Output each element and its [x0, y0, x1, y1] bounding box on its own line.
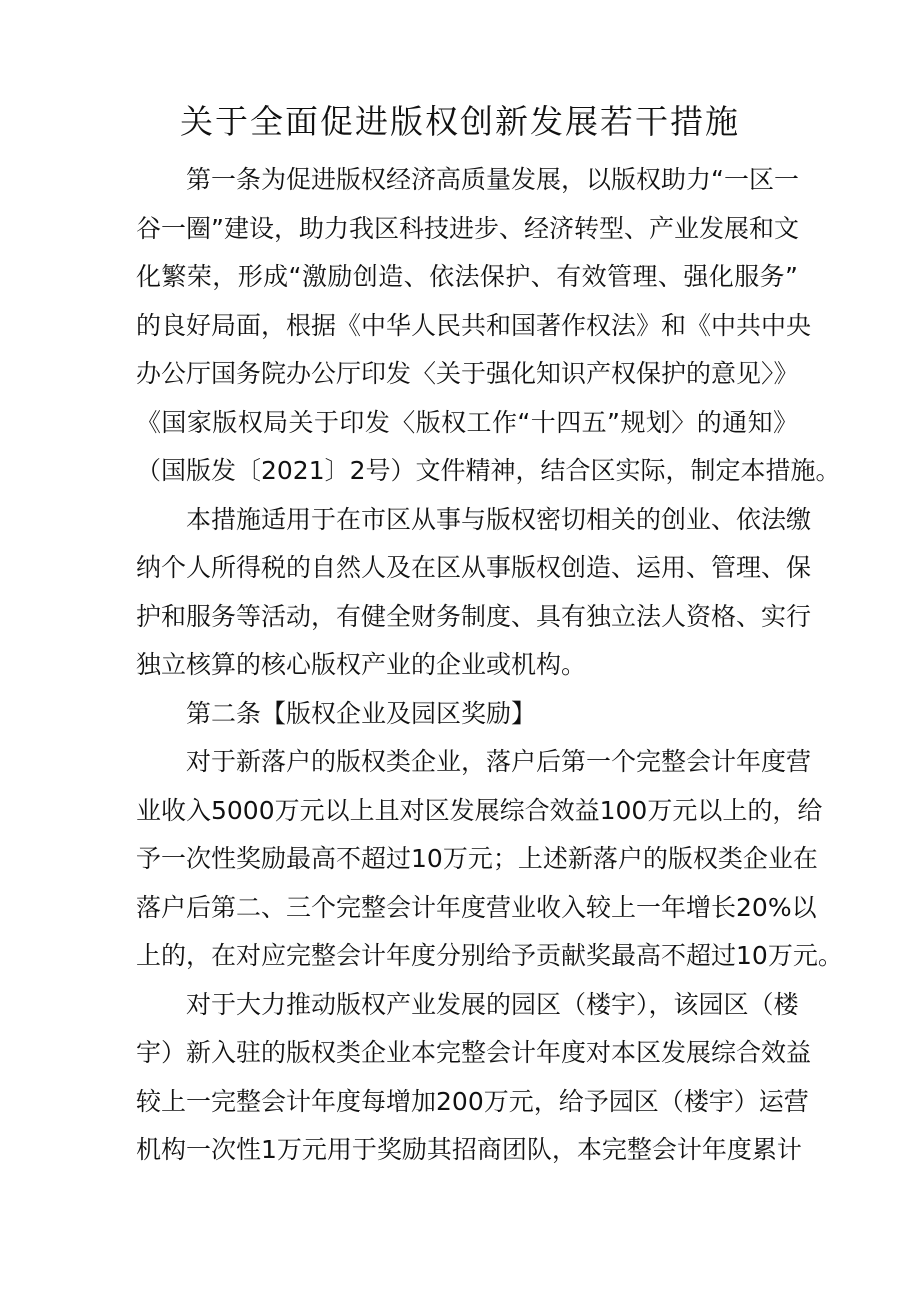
text-line: 机构一次性1万元用于奖励其招商团队，本完整会计年度累计	[136, 1135, 802, 1164]
text-line: 独立核算的核心版权产业的企业或机构。	[136, 650, 587, 679]
text-line: 宇）新入驻的版权类企业本完整会计年度对本区发展综合效益	[136, 1038, 812, 1067]
text-line: 的良好局面，根据《中华人民共和国著作权法》和《中共中央	[136, 310, 812, 340]
text-line: 第一条为促进版权经济高质量发展，以版权助力“一区一	[186, 165, 799, 194]
text-line: 予一次性奖励最高不超过10万元；上述新落户的版权类企业在	[136, 844, 818, 873]
document-body	[136, 156, 843, 1175]
text-line: 纳个人所得税的自然人及在区从事版权创造、运用、管理、保	[136, 553, 812, 582]
text-line: 本措施适用于在市区从事与版权密切相关的创业、依法缴	[186, 504, 812, 534]
text-line: 落户后第二、三个完整会计年度营业收入较上一年增长20%以	[136, 892, 817, 922]
text-line: 《国家版权局关于印发〈版权工作“十四五”规划〉的通知》	[136, 407, 798, 437]
document-title: 关于全面促进版权创新发展若干措施	[180, 102, 740, 141]
text-line: 办公厅国务院办公厅印发〈关于强化知识产权保护的意见〉》	[136, 359, 799, 388]
text-line: 护和服务等活动，有健全财务制度、具有独立法人资格、实行	[136, 601, 812, 631]
text-line: 对于新落户的版权类企业，落户后第一个完整会计年度营	[186, 747, 812, 776]
text-line: 对于大力推动版权产业发展的园区（楼宇），该园区（楼	[186, 989, 799, 1019]
text-line: 较上一完整会计年度每增加200万元，给予园区（楼宇）运营	[136, 1086, 809, 1116]
text-line: 第二条【版权企业及园区奖励】	[186, 698, 537, 728]
text-line: 业收入5000万元以上且对区发展综合效益100万元以上的，给	[136, 795, 823, 825]
text-line: 谷一圈”建设，助力我区科技进步、经济转型、产业发展和文	[136, 213, 799, 243]
text-line: 化繁荣，形成“激励创造、依法保护、有效管理、强化服务”	[136, 262, 798, 291]
text-line: 上的，在对应完整会计年度分别给予贡献奖最高不超过10万元。	[136, 941, 843, 970]
text-line: （国版发〔2021〕2号）文件精神，结合区实际，制定本措施。	[136, 456, 841, 485]
